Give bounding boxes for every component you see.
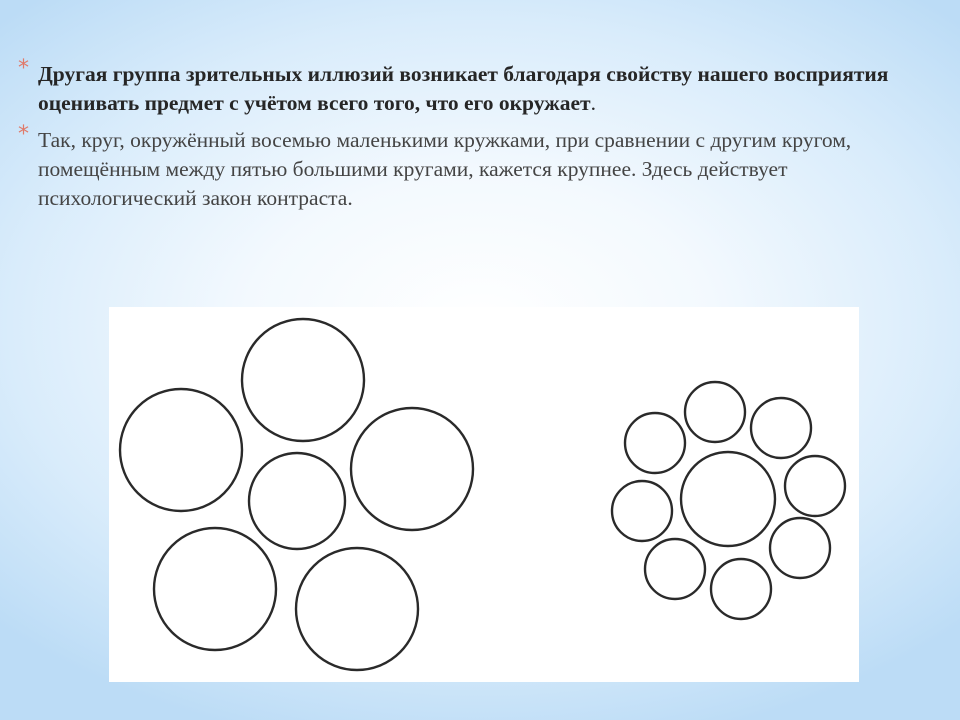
right-small-circle-top-left bbox=[625, 413, 685, 473]
bullet-item-1 bbox=[18, 56, 938, 118]
right-small-circle-right bbox=[785, 456, 845, 516]
left-outer-circle-bottom-left bbox=[154, 528, 276, 650]
left-outer-circle-left bbox=[120, 389, 242, 511]
right-small-circle-top bbox=[685, 382, 745, 442]
bullet-item-2 bbox=[18, 122, 938, 213]
bullet-text-1-body: Другая группа зрительных иллюзий возникает благодаря свойству нашего восприятия оценивать предмет с учётом всего того, что его окружает bbox=[38, 62, 889, 115]
right-small-circle-bottom-right bbox=[770, 518, 830, 578]
left-outer-circle-bottom-right bbox=[296, 548, 418, 670]
illusion-svg bbox=[109, 307, 859, 682]
left-circle-group bbox=[120, 319, 473, 670]
right-small-circle-top-right bbox=[751, 398, 811, 458]
right-small-circle-left bbox=[612, 481, 672, 541]
bullet-list bbox=[18, 56, 938, 221]
bullet-text-1-trailing: . bbox=[590, 91, 596, 115]
right-small-circle-bottom bbox=[711, 559, 771, 619]
bullet-marker-2: * bbox=[18, 122, 29, 147]
right-center-circle bbox=[681, 452, 775, 546]
ebbinghaus-illusion-figure bbox=[109, 307, 859, 682]
right-circle-group bbox=[612, 382, 845, 619]
bullet-marker-1: * bbox=[18, 56, 29, 81]
left-center-circle bbox=[249, 453, 345, 549]
right-small-circle-bottom-left bbox=[645, 539, 705, 599]
left-outer-circle-top bbox=[242, 319, 364, 441]
bullet-text-2: Так, круг, окружённый восемью маленькими кружками, при сравнении с другим кругом, помещённым между пятью большими кругами, кажется крупнее. Здесь действует психологический закон контраста. bbox=[38, 128, 852, 210]
left-outer-circle-right bbox=[351, 408, 473, 530]
bullet-text-1 bbox=[38, 60, 938, 118]
